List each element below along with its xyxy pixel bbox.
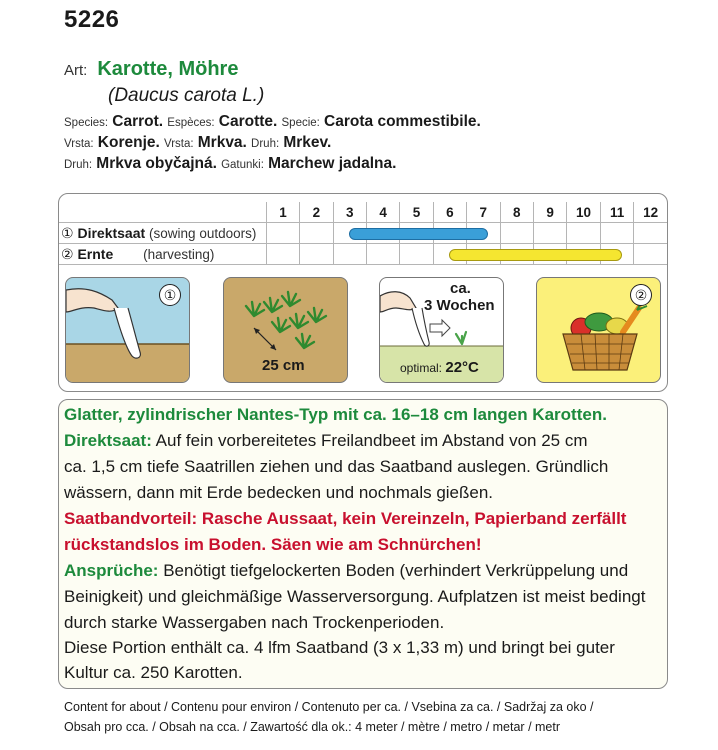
spacing-label: 25 cm bbox=[262, 357, 305, 374]
picture-laying-seed-tape bbox=[65, 277, 190, 383]
species-name: Mrkva obyčajná. bbox=[96, 155, 217, 172]
row-label-sub: (harvesting) bbox=[143, 246, 215, 262]
row-label-harvest bbox=[59, 244, 266, 265]
month-header: 12 bbox=[634, 202, 667, 223]
ansprueche-label: Ansprüche: bbox=[64, 561, 159, 580]
species-name: Mrkev. bbox=[283, 134, 332, 151]
month-header: 4 bbox=[366, 202, 399, 223]
direktsaat-line-1 bbox=[64, 429, 588, 453]
species-lang: Espèces: bbox=[167, 117, 215, 129]
month-header: 7 bbox=[467, 202, 500, 223]
month-header: 8 bbox=[500, 202, 533, 223]
ansprueche-line-3: durch starke Wassergaben nach Trockenperioden. bbox=[64, 613, 445, 632]
temperature-value: 22°C bbox=[445, 359, 479, 376]
row-label-sub: (sowing outdoors) bbox=[149, 225, 257, 241]
art-name: Karotte, Möhre bbox=[97, 58, 239, 80]
circled-number: ② bbox=[61, 245, 74, 262]
month-header: 5 bbox=[400, 202, 433, 223]
step-number-1: ① bbox=[159, 284, 181, 306]
direktsaat-line-3: wässern, dann mit Erde bedecken und nochmals gießen. bbox=[64, 483, 494, 502]
species-lang: Druh: bbox=[64, 159, 93, 171]
species-line-1 bbox=[64, 112, 481, 133]
vorteil-line-1: Saatbandvorteil: Rasche Aussaat, kein Vereinzeln, Papierband zerfällt bbox=[64, 509, 627, 528]
ansprueche-line-1 bbox=[64, 559, 628, 583]
row-label-main: Ernte bbox=[77, 245, 114, 262]
species-lang: Vrsta: bbox=[64, 138, 94, 150]
picture-seedlings-spacing bbox=[223, 277, 348, 383]
month-header: 11 bbox=[600, 202, 634, 223]
ansprueche-line-2: Beinigkeit) und gleichmäßige Wasserversorgung. Aufplatzen ist meist bedingt bbox=[64, 587, 646, 606]
month-header: 3 bbox=[333, 202, 366, 223]
temperature-label bbox=[400, 359, 479, 376]
row-label-sowing bbox=[59, 223, 266, 244]
picture-harvest-basket bbox=[536, 277, 661, 383]
germination-label-weeks: 3 Wochen bbox=[424, 297, 495, 314]
portion-line-2: Kultur ca. 250 Karotten. bbox=[64, 663, 243, 682]
direktsaat-text: Auf fein vorbereitetes Freilandbeet im Abstand von 25 cm bbox=[151, 431, 588, 450]
variety-intro: Glatter, zylindrischer Nantes-Typ mit ca. 16–18 cm langen Karotten. bbox=[64, 405, 607, 424]
sowing-period-bar bbox=[349, 228, 488, 240]
species-lang: Species: bbox=[64, 117, 109, 129]
step-number-2: ② bbox=[630, 284, 652, 306]
direktsaat-label: Direktsaat: bbox=[64, 431, 152, 450]
temperature-caption: optimal: bbox=[400, 361, 443, 375]
product-code: 5226 bbox=[64, 6, 120, 33]
art-label: Art: bbox=[64, 62, 88, 79]
latin-name: (Daucus carota L.) bbox=[108, 85, 265, 106]
species-lang: Gatunki: bbox=[221, 159, 264, 171]
species-lang: Vrsta: bbox=[163, 138, 194, 150]
species-name: Korenje. bbox=[97, 134, 160, 151]
species-name: Mrkva. bbox=[197, 134, 247, 151]
species-lang: Specie: bbox=[281, 117, 320, 129]
species-line-3 bbox=[64, 154, 396, 175]
species-name: Carrot. bbox=[112, 113, 164, 130]
month-header: 6 bbox=[433, 202, 466, 223]
sowing-calendar-box bbox=[58, 193, 668, 392]
ansprueche-text: Benötigt tiefgelockerten Boden (verhindert Verkrüppelung und bbox=[158, 561, 629, 580]
species-name: Carota commestibile. bbox=[324, 113, 481, 130]
germination-label-ca: ca. bbox=[450, 280, 471, 297]
direktsaat-line-2: ca. 1,5 cm tiefe Saatrillen ziehen und das Saatband auslegen. Gründlich bbox=[64, 457, 609, 476]
month-header: 2 bbox=[300, 202, 333, 223]
picture-germination bbox=[379, 277, 504, 383]
art-heading bbox=[64, 58, 238, 81]
species-name: Marchew jadalna. bbox=[268, 155, 397, 172]
vorteil-line-2: rückstandslos im Boden. Säen wie am Schnürchen! bbox=[64, 535, 482, 554]
species-lang: Druh: bbox=[251, 138, 280, 150]
month-header: 9 bbox=[533, 202, 566, 223]
month-header: 10 bbox=[567, 202, 601, 223]
portion-line-1: Diese Portion enthält ca. 4 lfm Saatband (3 x 1,33 m) und bringt bei guter bbox=[64, 638, 615, 657]
content-amount-line-2: Obsah pro cca. / Obsah na cca. / Zawartość dla ok.: 4 meter / mètre / metro / metar / metr bbox=[64, 720, 561, 734]
species-line-2 bbox=[64, 133, 331, 154]
harvest-period-bar bbox=[449, 249, 622, 261]
circled-number: ① bbox=[61, 224, 74, 241]
species-name: Carotte. bbox=[218, 113, 278, 130]
row-label-main: Direktsaat bbox=[77, 224, 146, 241]
content-amount-line-1: Content for about / Contenu pour environ / Contenuto per ca. / Vsebina za ca. / Sadržaj za oko / bbox=[64, 700, 594, 714]
month-header: 1 bbox=[266, 202, 299, 223]
calendar-month-row bbox=[59, 202, 667, 223]
